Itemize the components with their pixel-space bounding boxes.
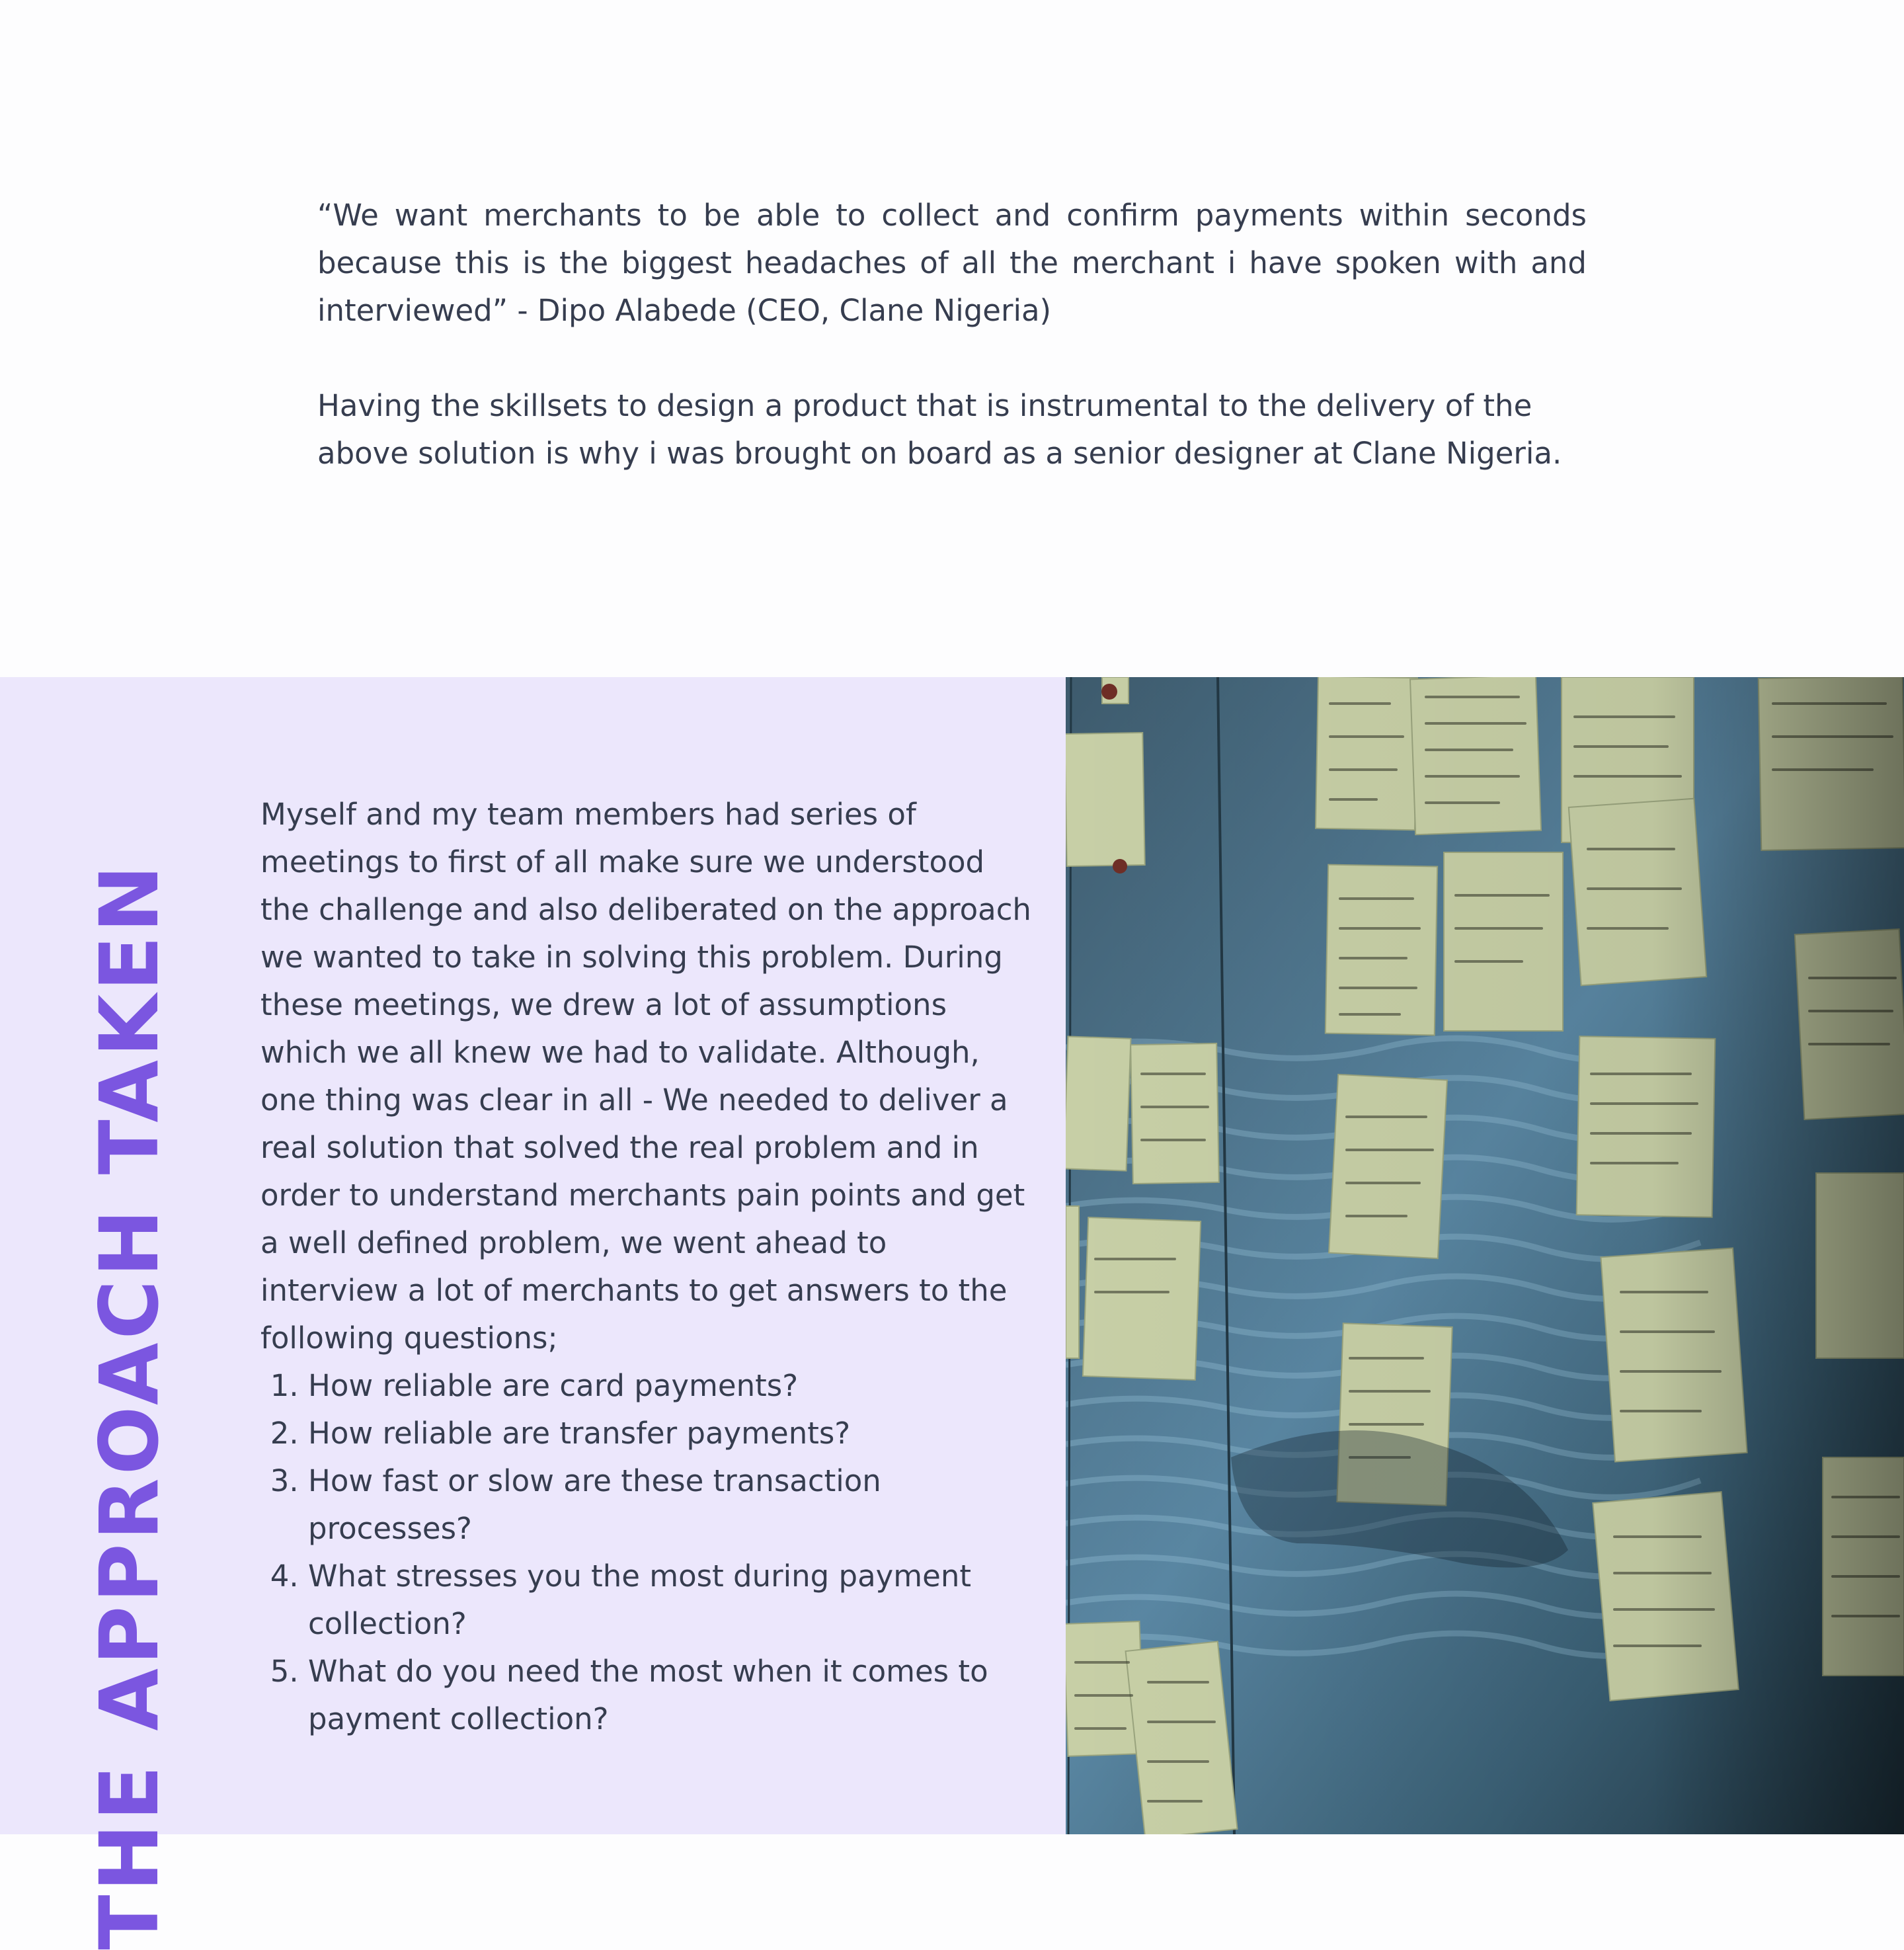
question-item: 3. How fast or slow are these transaction processes? (308, 1457, 1034, 1553)
question-item: 4. What stresses you the most during payment collection? (308, 1553, 1034, 1648)
sticky-notes-image (1066, 677, 1904, 1834)
questions-list (260, 1362, 1034, 1743)
approach-text-panel (0, 677, 1066, 1950)
question-item: 1. How reliable are card payments? (308, 1362, 1034, 1410)
approach-body (260, 791, 1034, 1743)
approach-title: THE APPROACH TAKEN (83, 862, 177, 1950)
approach-section (0, 677, 1904, 1950)
intro-paragraph: Having the skillsets to design a product that is instrumental to the delivery of the above solution is why i was brought on board as a senior designer at Clane Nigeria. (317, 388, 1562, 471)
question-item: 5. What do you need the most when it comes to payment collection? (308, 1648, 1034, 1743)
question-item: 2. How reliable are transfer payments? (308, 1410, 1034, 1457)
sticky-notes-photo (1066, 677, 1904, 1834)
intro-section (317, 192, 1587, 477)
approach-paragraph: Myself and my team members had series of meetings to first of all make sure we understood the challenge and also deliberated on the approach we wanted to take in solving this problem. During these meetings, we drew a lot of assumptions which we all knew we had to validate. Although, one thing was clear in all - We needed to deliver a real solution that solved the real problem and in order to understand merchants pain points and get a well defined problem, we went ahead to interview a lot of merchants to get answers to the following questions; (260, 797, 1031, 1356)
ceo-quote: “We want merchants to be able to collect and confirm payments within seconds because this is the biggest headaches of all the merchant i have spoken with and interviewed” - Dipo Alabede (CEO, Clane Nigeria) (317, 198, 1587, 328)
